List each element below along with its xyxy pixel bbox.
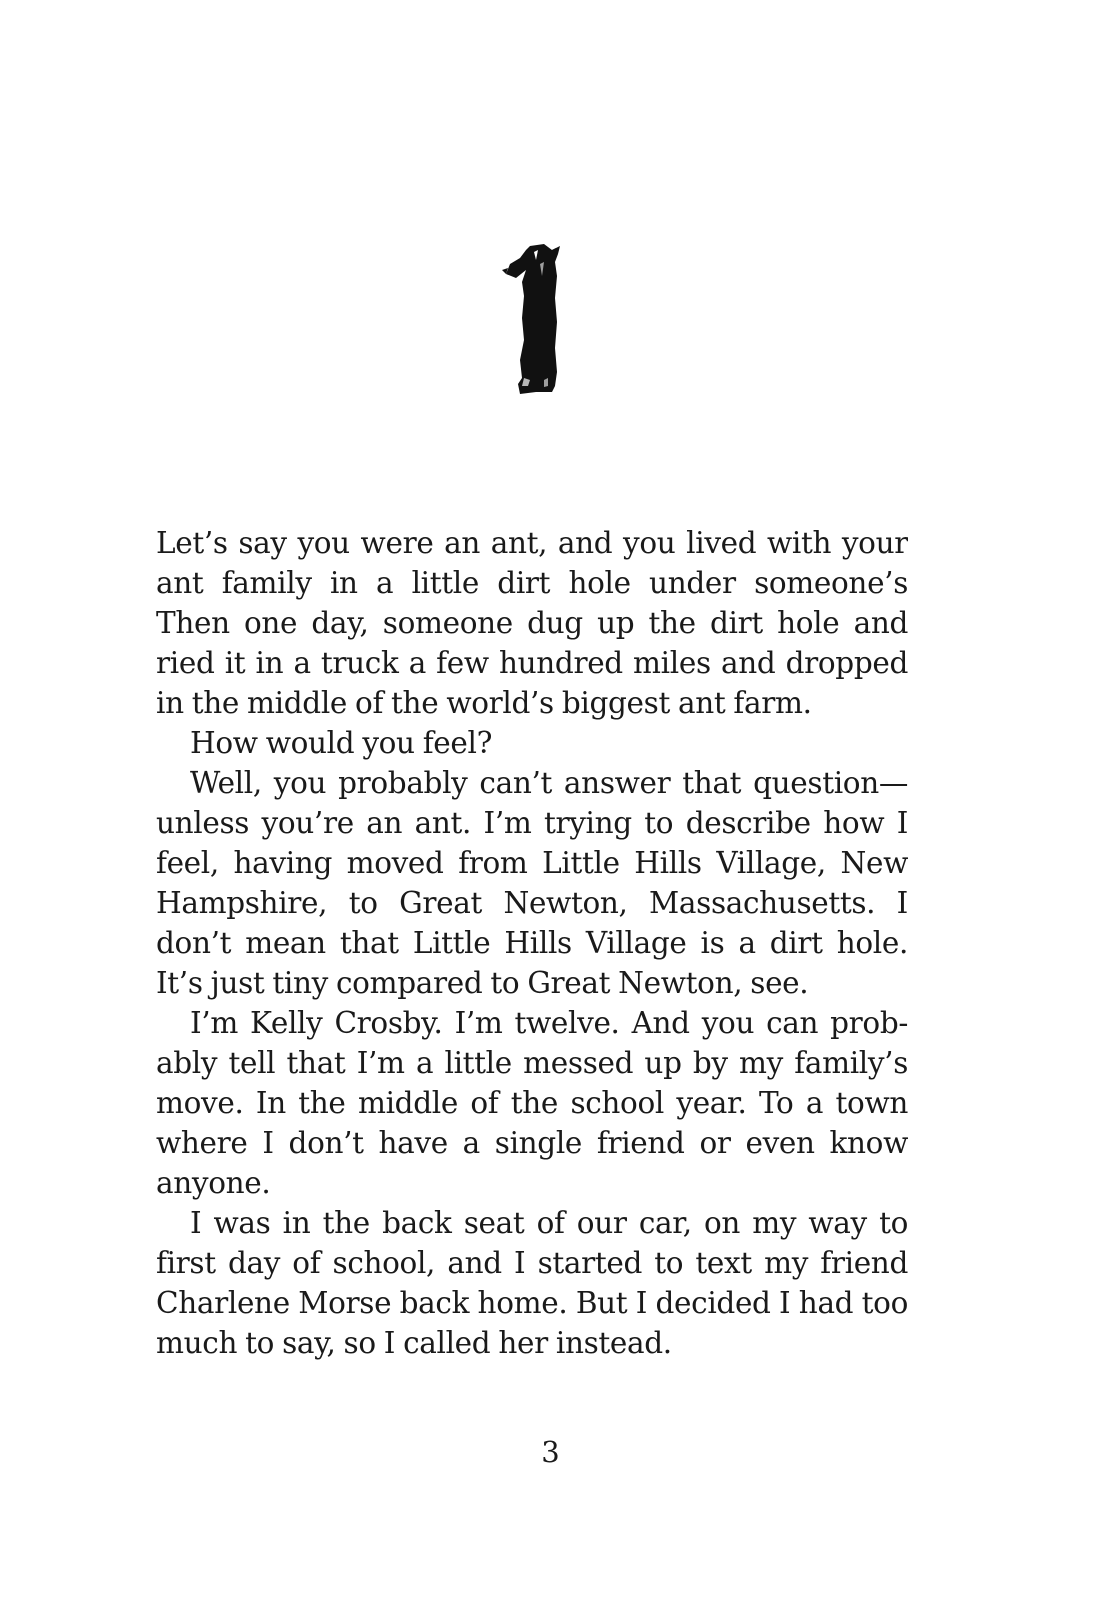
text-line: Hampshire, to Great Newton, Massachusetts. I (156, 886, 908, 920)
text-line: I’m Kelly Crosby. I’m twelve. And you can prob- (190, 1006, 908, 1040)
text-line: Well, you probably can’t answer that question— (190, 766, 908, 800)
text-line: ried it in a truck a few hundred miles and dropped (156, 646, 908, 680)
chapter-body (156, 523, 908, 1363)
text-line: ant family in a little dirt hole under someone’s (156, 566, 908, 600)
text-line: anyone. (156, 1166, 271, 1200)
text-line: much to say, so I called her instead. (156, 1326, 672, 1360)
text-line: Let’s say you were an ant, and you lived with your (156, 526, 908, 560)
text-line: unless you’re an ant. I’m trying to describe how I (156, 806, 908, 840)
text-line: where I don’t have a single friend or even know (156, 1126, 908, 1160)
text-line: in the middle of the world’s biggest ant farm. (156, 686, 812, 720)
text-line: feel, having moved from Little Hills Village, New (156, 846, 908, 880)
page-number: 3 (541, 1435, 560, 1469)
chapter-number-1-icon (500, 240, 570, 400)
text-line: I was in the back seat of our car, on my way to (190, 1206, 908, 1240)
text-line: don’t mean that Little Hills Village is a dirt hole. (156, 926, 908, 960)
text-line: Charlene Morse back home. But I decided I had too (156, 1286, 908, 1320)
text-line: first day of school, and I started to text my friend (156, 1246, 908, 1280)
text-line: Then one day, someone dug up the dirt hole and (156, 606, 908, 640)
chapter-number-graphic (500, 240, 570, 400)
text-line: It’s just tiny compared to Great Newton, see. (156, 966, 809, 1000)
text-line: move. In the middle of the school year. To a town (156, 1086, 908, 1120)
text-line: How would you feel? (190, 726, 493, 760)
text-line: ably tell that I’m a little messed up by my family’s (156, 1046, 908, 1080)
